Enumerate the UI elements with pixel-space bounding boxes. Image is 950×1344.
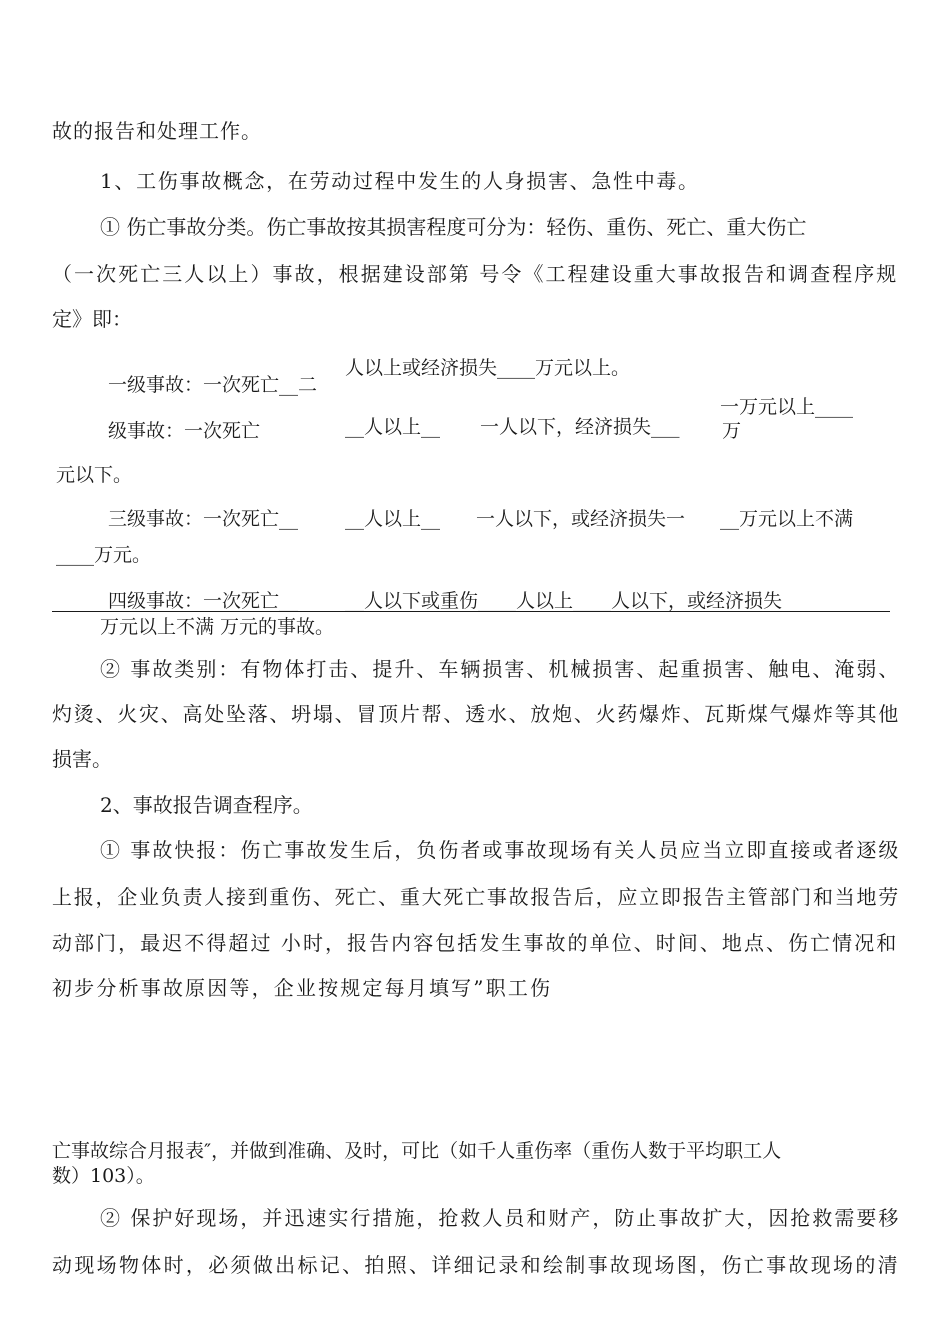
text-line: 元以下。 xyxy=(56,464,133,486)
text-line: 亡事故综合月报表″，并做到准确、及时，可比（如千人重伤率（重伤人数于平均职工人 xyxy=(52,1140,782,1162)
text-line: 定》即： xyxy=(52,307,132,331)
text-line: 四级事故：一次死亡__ xyxy=(108,590,299,612)
underline-rule xyxy=(52,611,890,612)
text-line: 三级事故：一次死亡__ xyxy=(108,508,299,530)
text-line: 一万元以上____ xyxy=(720,396,854,418)
text-line: 一人以下，经济损失___ xyxy=(480,416,680,438)
text-line: 人以上或经济损失____万元以上。 xyxy=(345,357,631,379)
text-line: __万元以上不满 xyxy=(720,508,854,530)
text-line: 初步分析事故原因等，企业按规定每月填写”职工伤 xyxy=(52,976,552,1000)
text-line: 一人以下，或经济损失一 xyxy=(476,508,686,530)
text-line: 损害。 xyxy=(52,747,112,771)
text-line: 1、工伤事故概念，在劳动过程中发生的人身损害、急性中毒。 xyxy=(100,169,700,193)
text-line: 动现场物体时，必须做出标记、拍照、详细记录和绘制事故现场图，伤亡事故现场的清 xyxy=(52,1253,900,1277)
text-line: 万 xyxy=(722,420,742,442)
text-line: 故的报告和处理工作。 xyxy=(52,119,262,143)
text-line: 动部门，最迟不得超过 小时，报告内容包括发生事故的单位、时间、地点、伤亡情况和 xyxy=(52,931,899,955)
text-line: 2、事故报告调查程序。 xyxy=(100,793,313,817)
text-line: ② 事故类别：有物体打击、提升、车辆损害、机械损害、起重损害、触电、淹弱、 xyxy=(100,657,900,681)
text-line: __人以上__ xyxy=(345,416,441,438)
text-line: 上报，企业负责人接到重伤、死亡、重大死亡事故报告后，应立即报告主管部门和当地劳 xyxy=(52,885,900,909)
text-line: 万元以上不满 万元的事故。 xyxy=(100,616,335,638)
text-line: ② 保护好现场，并迅速实行措施，抢救人员和财产，防止事故扩大，因抢救需要移 xyxy=(100,1206,900,1230)
text-line: __人以上__ xyxy=(345,508,441,530)
text-line: （一次死亡三人以上）事故，根据建设部第 号令《工程建设重大事故报告和调查程序规 xyxy=(52,262,899,286)
text-line: 灼烫、火灾、高处坠落、坍塌、冒顶片帮、透水、放炮、火药爆炸、瓦斯煤气爆炸等其他 xyxy=(52,702,900,726)
text-line: 级事故：一次死亡 xyxy=(108,420,261,442)
text-line: ① 事故快报：伤亡事故发生后，负伤者或事故现场有关人员应当立即直接或者逐级 xyxy=(100,838,900,862)
text-line: 一级事故：一次死亡__二 xyxy=(108,374,318,396)
text-line: 数）103）。 xyxy=(52,1165,155,1187)
text-line: ____万元。 xyxy=(56,544,152,566)
text-line: __人以下或重伤____人以上____人以下，或经济损失 xyxy=(345,590,783,612)
text-line: ① 伤亡事故分类。伤亡事故按其损害程度可分为：轻伤、重伤、死亡、重大伤亡 xyxy=(100,215,807,239)
